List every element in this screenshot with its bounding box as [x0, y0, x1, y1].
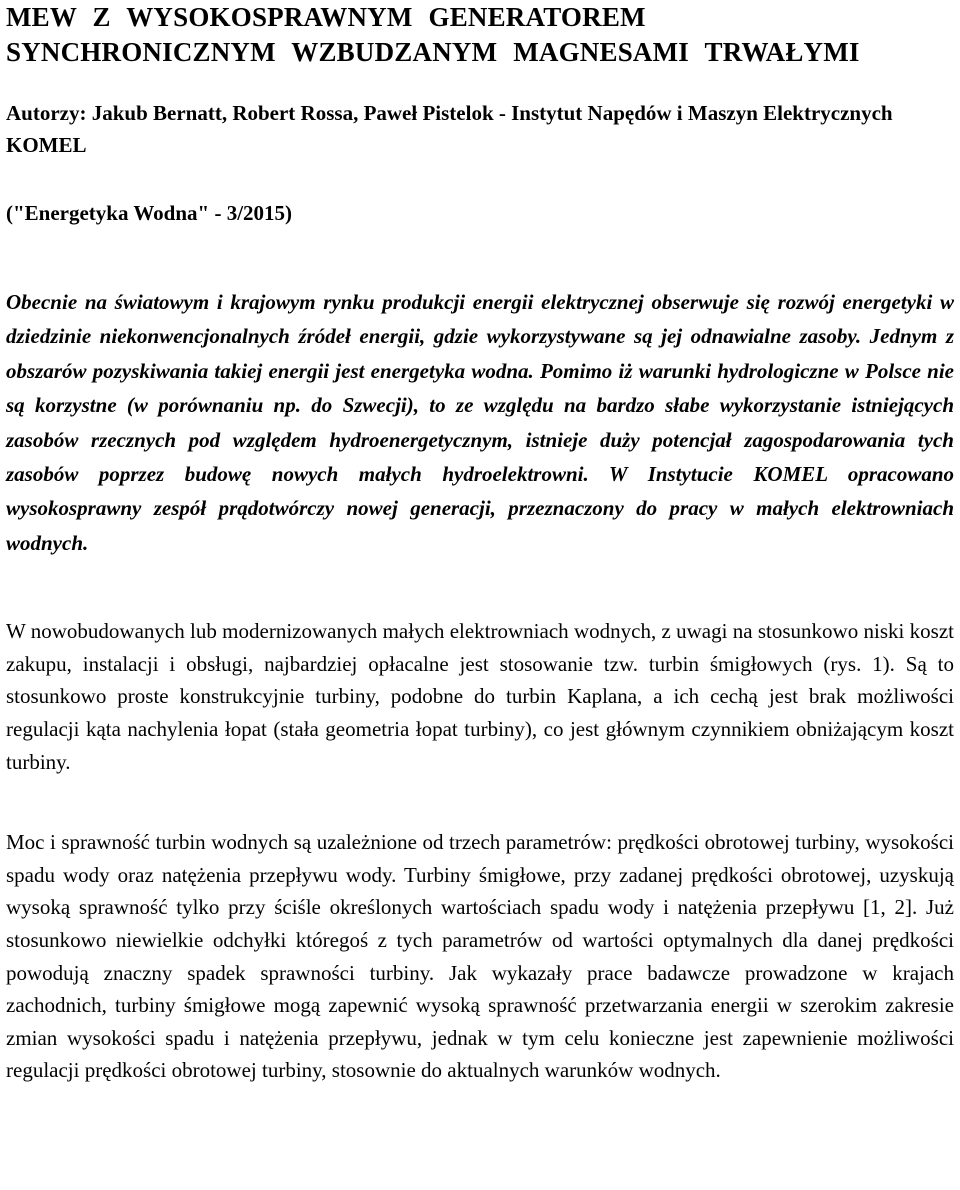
body-paragraph-2: Moc i sprawność turbin wodnych są uzależnione od trzech parametrów: prędkości obrotowej turbiny, wysokości spadu wody oraz natężenia przepływu wody. Turbiny śmigłowe, przy zadanej prędkości obrotowej, uzyskują wysoką sprawność tylko przy ściśle określonych wartościach spadu wody i natężenia przepływu [1, 2]. Już stosunkowo niewielkie odchyłki któregoś z tych parametrów od wartości optymalnych dla danej prędkości powodują znaczny spadek sprawności turbiny. Jak wykazały prace badawcze prowadzone w krajach zachodnich, turbiny śmigłowe mogą zapewnić wysoką sprawność przetwarzania energii w szerokim zakresie zmian wysokości spadu i natężenia przepływu, jednak w tym celu konieczne jest zapewnienie możliwości regulacji prędkości obrotowej turbiny, stosownie do aktualnych warunków wodnych.	[6, 830, 954, 1083]
article-title-line-2: SYNCHRONICZNYM WZBUDZANYM MAGNESAMI TRWAŁYMI	[6, 37, 860, 67]
article-source: ("Energetyka Wodna" - 3/2015)	[6, 201, 293, 225]
article-title-line-1: MEW Z WYSOKOSPRAWNYM GENERATOREM	[6, 2, 646, 32]
article-title	[6, 0, 954, 70]
article-authors: Autorzy: Jakub Bernatt, Robert Rossa, Paweł Pistelok - Instytut Napędów i Maszyn Elektrycznych KOMEL	[6, 101, 893, 157]
body-paragraph-1: W nowobudowanych lub modernizowanych małych elektrowniach wodnych, z uwagi na stosunkowo niski koszt zakupu, instalacji i obsługi, najbardziej opłacalne jest stosowanie tzw. turbin śmigłowych (rys. 1). Są to stosunkowo proste konstrukcyjnie turbiny, podobne do turbin Kaplana, a ich cechą jest brak możliwości regulacji kąta nachylenia łopat (stała geometria łopat turbiny), co jest głównym czynnikiem obniżającym koszt turbiny.	[6, 619, 954, 774]
article-abstract: Obecnie na światowym i krajowym rynku produkcji energii elektrycznej obserwuje się rozwój energetyki w dziedzinie niekonwencjonalnych źródeł energii, gdzie wykorzystywane są jej odnawialne zasoby. Jednym z obszarów pozyskiwania takiej energii jest energetyka wodna. Pomimo iż warunki hydrologiczne w Polsce nie są korzystne (w porównaniu np. do Szwecji), to ze względu na bardzo słabe wykorzystanie istniejących zasobów rzecznych pod względem hydroenergetycznym, istnieje duży potencjał zagospodarowania tych zasobów poprzez budowę nowych małych hydroelektrowni. W Instytucie KOMEL opracowano wysokosprawny zespół prądotwórczy nowej generacji, przeznaczony do pracy w małych elektrowniach wodnych.	[6, 290, 954, 555]
